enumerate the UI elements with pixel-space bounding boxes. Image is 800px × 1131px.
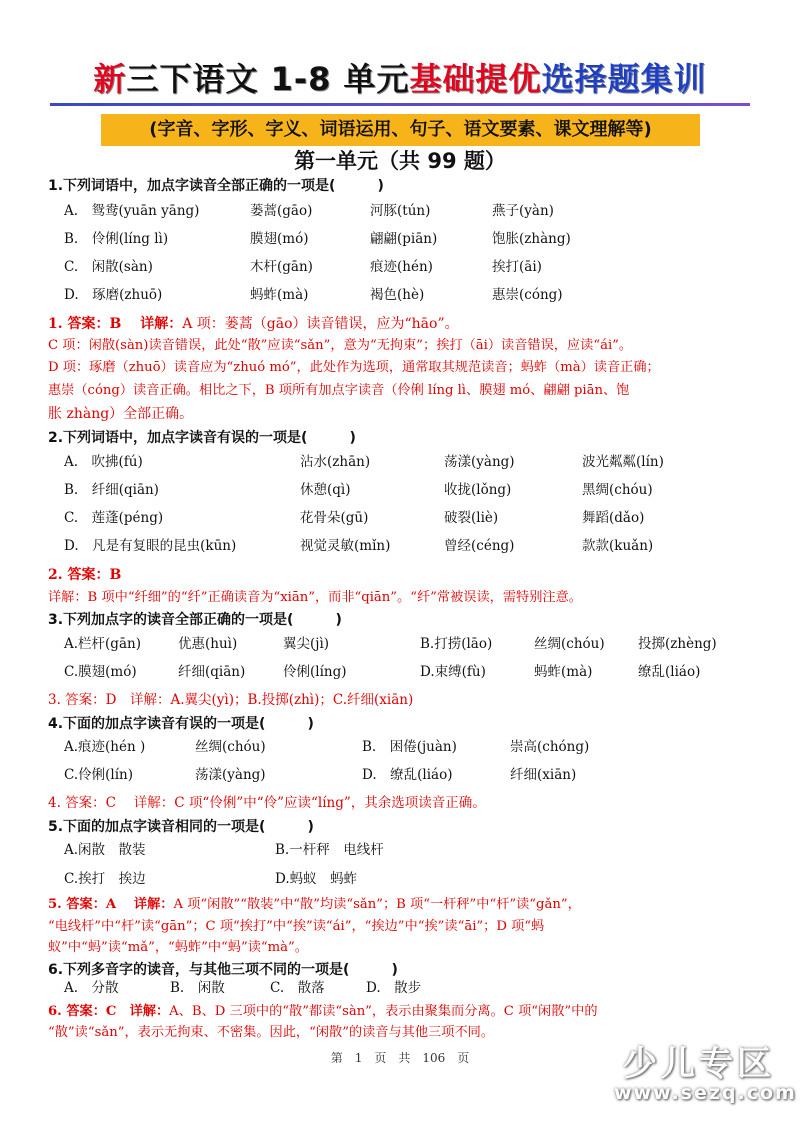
- q4-option-d-2: 纤细(xiān): [510, 767, 577, 783]
- q1-option-c-3: 痕迹(hén): [370, 259, 433, 275]
- q1-option-a-3: 河豚(tún): [370, 203, 431, 219]
- logo-main-text: 少儿专区: [623, 1044, 775, 1084]
- title-underline: [50, 103, 750, 106]
- q3-option-b-2: 丝绸(chóu): [534, 636, 605, 652]
- q6-explain-2: “散”读“sǎn”，表示无拘束、不密集。因此，“闲散”的读音与其他三项不同。: [48, 1025, 495, 1040]
- q1-option-c-1: C. 闲散(sàn): [64, 259, 153, 275]
- q1-option-a-1: A. 鸳鸯(yuān yāng): [64, 203, 200, 219]
- q3-option-b-3: 投掷(zhèng): [638, 636, 717, 652]
- q1-option-c-2: 木杆(gān): [250, 259, 313, 275]
- question-3-stem: 3.下列加点字的读音全部正确的一项是( ): [48, 612, 342, 628]
- q3-option-d-3: 缭乱(liáo): [638, 664, 701, 680]
- q2-option-d-1: D. 凡是有复眼的昆虫(kūn): [64, 538, 237, 554]
- q4-answer: 4. 答案：C 详解：C 项“伶俐”中“伶”应读“líng”，其余选项读音正确。: [48, 795, 486, 811]
- q1-explain-1: A 项：蒌蒿（gāo）读音错误，应为“hāo”。: [182, 316, 459, 332]
- q5-answer: 5. 答案：A 详解：A 项“闲散”“散装”中“散”均读“sǎn”；B 项“一杆秤”中“杆”读“gǎn”，: [48, 897, 581, 912]
- title-part-3: 基础提优: [409, 60, 542, 98]
- q1-explain-5: 胀 zhàng）全部正确。: [48, 406, 194, 422]
- q4-option-d-1: D. 缭乱(liáo): [362, 767, 453, 783]
- q2-option-b-2: 休憩(qì): [300, 482, 351, 498]
- q1-explain-4: 惠崇（cóng）读音正确。相比之下，B 项所有加点字读音（伶俐 líng lì、膜翅 mó、翩翩 piān、饱: [48, 383, 630, 398]
- q2-option-a-1: A. 吹拂(fú): [64, 454, 143, 470]
- q1-option-d-4: 惠崇(cóng): [492, 287, 563, 303]
- q4-option-c-2: 荡漾(yàng): [195, 767, 266, 783]
- q3-option-a-1: A.栏杆(gān): [64, 636, 141, 652]
- q3-option-a-3: 翼尖(jì): [283, 636, 330, 652]
- q5-explain-2: “电线杆”中“杆”读“gān”；C 项“挨打”中“挨”读“ái”，“挨边”中“挨”读“āi”；D 项“蚂: [48, 919, 545, 934]
- q1-explain-2: C 项：闲散(sàn)读音错误，此处“散”应读“sǎn”，意为“无拘束”；挨打（āi）读音错误，应读“ái”。: [48, 338, 633, 353]
- q2-explain: 详解：B 项中“纤细”的“纤”正确读音为“xiān”，而非“qiān”。“纤”常被误读，需特别注意。: [48, 590, 582, 605]
- q2-option-c-2: 花骨朵(gū): [300, 510, 369, 526]
- q2-option-c-4: 舞蹈(dǎo): [582, 510, 645, 526]
- q3-option-d-2: 蚂蚱(mà): [534, 664, 593, 680]
- logo-url-text: www.sezq.com: [614, 1082, 797, 1104]
- q1-option-d-2: 蚂蚱(mà): [250, 287, 309, 303]
- q4-option-a-1: A.痕迹(hén ): [64, 739, 146, 755]
- q5-explain-1: A 项“闲散”“散装”中“散”均读“sǎn”；B 项“一杆秤”中“杆”读“gǎn”，: [173, 897, 581, 912]
- question-4-stem: 4.下面的加点字读音有误的一项是( ): [48, 716, 314, 732]
- q1-option-b-1: B. 伶俐(líng lì): [64, 231, 169, 247]
- title-part-2: 三下语文 1-8 单元: [126, 60, 410, 98]
- q5-explain-3: 蚁”中“蚂”读“mǎ”，“蚂蚱”中“蚂”读“mà”。: [48, 940, 308, 955]
- q3-answer: 3. 答案：D 详解：A.翼尖(yì)；B.投掷(zhì)；C.纤细(xiān): [48, 692, 414, 708]
- q2-option-b-1: B. 纤细(qiān): [64, 482, 159, 498]
- q2-option-a-3: 荡漾(yàng): [444, 454, 515, 470]
- q2-option-a-2: 沾水(zhān): [300, 454, 371, 470]
- q4-option-a-2: 丝绸(chóu): [195, 739, 266, 755]
- question-2-stem: 2.下列词语中，加点字读音有误的一项是( ): [48, 430, 356, 446]
- site-logo: [614, 1036, 797, 1116]
- q3-option-c-2: 纤细(qiān): [178, 664, 246, 680]
- q6-explain-1: A、B、D 三项中的“散”都读“sàn”，表示由聚集而分离。C 项“闲散”中的: [169, 1004, 598, 1019]
- question-6-stem: 6.下列多音字的读音，与其他三项不同的一项是( ): [48, 962, 398, 978]
- q3-option-c-1: C.膜翅(mó): [64, 664, 137, 680]
- q6-option-d: D. 散步: [366, 980, 422, 996]
- q1-option-a-2: 蒌蒿(gāo): [250, 203, 313, 219]
- q4-option-c-1: C.伶俐(lín): [64, 767, 134, 783]
- page-title: [0, 56, 800, 102]
- q6-answer: 6. 答案：C 详解：A、B、D 三项中的“散”都读“sàn”，表示由聚集而分离。C 项“闲散”中的: [48, 1004, 598, 1019]
- page-number: 第 1 页 共 106 页: [330, 1051, 470, 1065]
- q3-option-c-3: 伶俐(líng): [283, 664, 347, 680]
- q5-option-d: D.蚂蚁 蚂蚱: [275, 871, 358, 887]
- q1-answer: 1. 答案：B 详解：A 项：蒌蒿（gāo）读音错误，应为“hāo”。: [48, 316, 459, 332]
- q3-option-d-1: D.束缚(fù): [420, 664, 486, 680]
- unit-heading: 第一单元（共 99 题）: [294, 149, 506, 173]
- title-part-1: 新: [93, 60, 127, 98]
- q2-option-c-3: 破裂(liè): [444, 510, 499, 526]
- q1-explain-3: D 项：琢磨（zhuō）读音应为“zhuó mó”，此处作为选项，通常取其规范读音；蚂蚱（mà）读音正确；: [48, 360, 660, 375]
- q1-option-d-1: D. 琢磨(zhuō): [64, 287, 163, 303]
- q2-option-d-3: 曾经(céng): [444, 538, 515, 554]
- q4-option-b-1: B. 困倦(juàn): [362, 739, 457, 755]
- q4-option-b-2: 崇高(chóng): [510, 739, 590, 755]
- q3-option-b-1: B.打捞(lāo): [420, 636, 493, 652]
- q2-option-b-3: 收拢(lǒng): [444, 482, 512, 498]
- q1-option-b-4: 饱胀(zhàng): [492, 231, 571, 247]
- q2-answer: 2. 答案：B: [48, 567, 122, 583]
- q2-option-a-4: 波光粼粼(lín): [582, 454, 664, 470]
- q2-option-d-2: 视觉灵敏(mǐn): [300, 538, 391, 554]
- subtitle-banner: (字音、字形、字义、词语运用、句子、语文要素、课文理解等): [101, 114, 700, 146]
- q2-option-d-4: 款款(kuǎn): [582, 538, 654, 554]
- question-5-stem: 5.下面的加点字读音相同的一项是( ): [48, 819, 314, 835]
- q1-option-b-3: 翩翩(piān): [370, 231, 438, 247]
- q5-option-b: B.一杆秤 电线杆: [275, 842, 384, 858]
- q1-option-b-2: 膜翅(mó): [250, 231, 309, 247]
- q1-option-a-4: 燕子(yàn): [492, 203, 554, 219]
- q6-option-a: A. 分散: [64, 980, 119, 996]
- q3-option-a-2: 优惠(huì): [178, 636, 238, 652]
- q2-option-c-1: C. 莲蓬(péng): [64, 510, 164, 526]
- title-part-4: 选择题集训: [541, 60, 707, 98]
- q6-option-b: B. 闲散: [170, 980, 225, 996]
- q5-option-c: C.挨打 挨边: [64, 871, 146, 887]
- q6-option-c: C. 散落: [270, 980, 325, 996]
- q1-option-d-3: 褐色(hè): [370, 287, 425, 303]
- q2-option-b-4: 黑绸(chóu): [582, 482, 653, 498]
- q5-option-a: A.闲散 散装: [64, 842, 146, 858]
- question-1-stem: 1.下列词语中，加点字读音全部正确的一项是( ): [48, 178, 384, 194]
- q1-option-c-4: 挨打(āi): [492, 259, 542, 275]
